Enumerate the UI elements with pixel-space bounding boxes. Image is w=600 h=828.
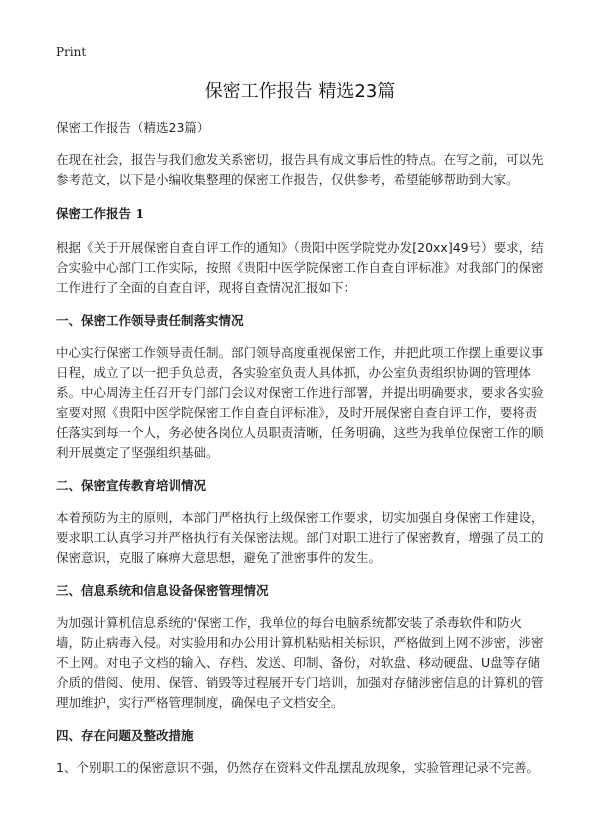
section-heading-leadership: 一、保密工作领导责任制落实情况 <box>56 313 244 328</box>
document-subtitle: 保密工作报告（精选23篇） <box>56 120 210 135</box>
section-body-issues: 1、个别职工的保密意识不强，仍然存在资料文件乱摆乱放现象，实验管理记录不完善。 <box>56 760 539 775</box>
report-heading: 保密工作报告 1 <box>56 206 145 221</box>
page-title: 保密工作报告 精选23篇 <box>204 81 396 102</box>
intro-paragraph: 在现在社会，报告与我们愈发关系密切，报告具有成文事后性的特点。在写之前，可以先参考范文，以下是小编收集整理的保密工作报告，仅供参考，希望能够帮助到大家。 <box>56 152 544 187</box>
section-heading-education: 二、保密宣传教育培训情况 <box>56 478 207 493</box>
section-heading-issues: 四、存在问题及整改措施 <box>56 728 194 743</box>
section-heading-information-systems: 三、信息系统和信息设备保密管理情况 <box>56 583 269 598</box>
section-body-education: 本着预防为主的原则，本部门严格执行上级保密工作要求，切实加强自身保密工作建设，要求职工认真学习并严格执行有关保密法规。部门对职工进行了保密教育，增强了员工的保密意识，克服了麻痹大意思想，避免了泄密事件的发生。 <box>56 510 544 565</box>
section-body-information-systems: 为加强计算机信息系统的'保密工作，我单位的每台电脑系统都安装了杀毒软件和防火墙，防止病毒入侵。对实验用和办公用计算机粘贴相关标识，严格做到上网不涉密，涉密不上网。对电子文档的输入、存档、发送、印制、备份，对软盘、移动硬盘、U盘等存储介质的借阅、使用、保管、销毁等过程展开专门培训，加强对存储涉密信息的计算机的管理加维护，实行严格管理制度，确保电子文档安全。 <box>56 615 544 710</box>
document-body <box>56 118 546 791</box>
report-intro-paragraph: 根据《关于开展保密自查自评工作的通知》（贵阳中医学院党办发[20xx]49号）要求，结合实验中心部门工作实际，按照《贵阳中医学院保密工作自查自评标准》对我部门的保密工作进行了全面的自查自评，现将自查情况汇报如下： <box>56 240 544 295</box>
print-link[interactable]: Print <box>56 45 87 59</box>
section-body-leadership: 中心实行保密工作领导责任制。部门领导高度重视保密工作，并把此项工作摆上重要议事日程，成立了以一把手负总责，各实验室负责人具体抓，办公室负责组织协调的管理体系。中心周涛主任召开专门部门会议对保密工作进行部署，并提出明确要求，要求各实验室要对照《贵阳中医学院保密工作自查自评标准》，及时开展保密自查自评工作，要将责任落实到每一个人，务必使各岗位人员职责清晰，任务明确，这些为我单位保密工作的顺利开展奠定了坚强组织基础。 <box>56 345 544 460</box>
